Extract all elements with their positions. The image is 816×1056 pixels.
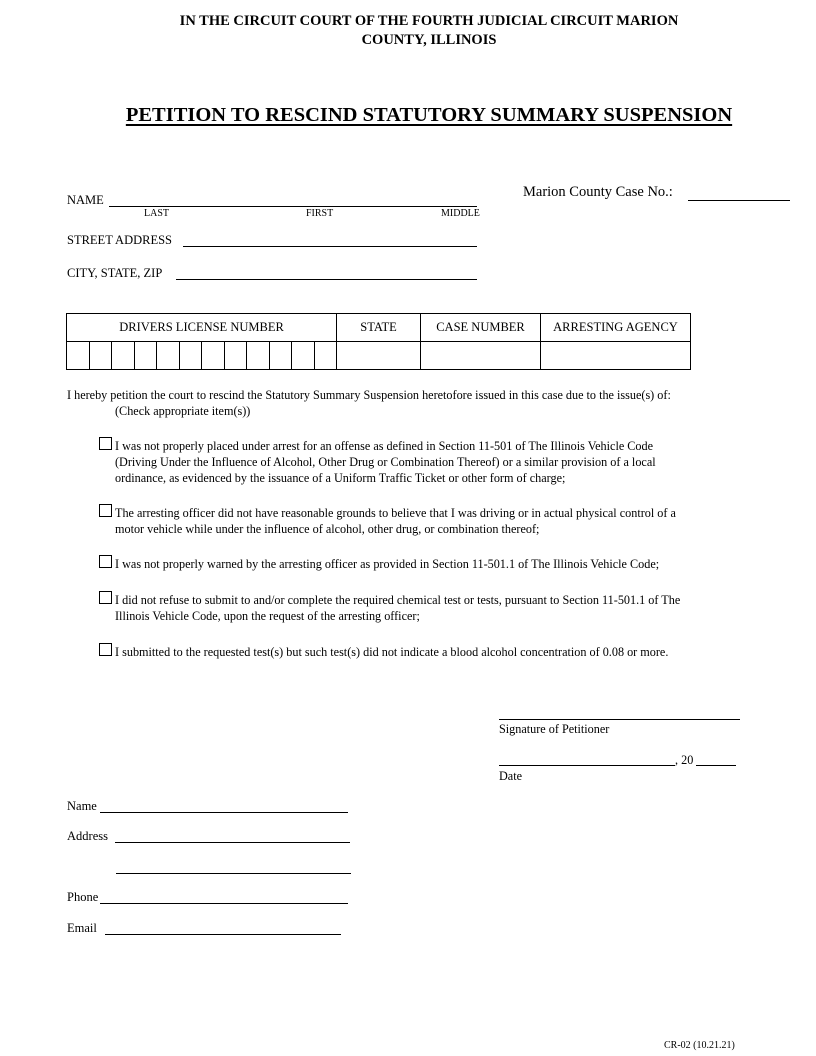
year-prefix: , 20 <box>675 753 694 767</box>
ground-2-line1: The arresting officer did not have reasonable grounds to believe that I was driving or in actual physical control of a <box>115 506 676 520</box>
ground-1-line1: I was not properly placed under arrest for an offense as defined in Section 11-501 of The Illinois Vehicle Code <box>115 439 654 453</box>
form-title <box>0 104 816 127</box>
city-state-zip-label: CITY, STATE, ZIP <box>67 266 163 280</box>
license-digit-box[interactable] <box>179 342 202 370</box>
license-digit-box[interactable] <box>112 342 135 370</box>
last-name-caption: LAST <box>144 208 169 219</box>
ground-3-line1: I was not properly warned by the arresting officer as provided in Section 11-501.1 of The Illinois Vehicle Code; <box>115 557 660 571</box>
ground-1-line3: ordinance, as evidenced by the issuance of a Uniform Traffic Ticket or other form of charge; <box>115 471 566 485</box>
contact-address-label: Address <box>67 829 108 843</box>
petition-intro: I hereby petition the court to rescind the Statutory Summary Suspension heretofore issued in this case due to the issue(s) of: <box>67 388 671 402</box>
license-digit-box[interactable] <box>314 342 337 370</box>
col-arresting-agency: ARRESTING AGENCY <box>541 314 691 342</box>
ground-1-line2: (Driving Under the Influence of Alcohol, Other Drug or Combination Thereof) or a similar provision of a local <box>115 455 656 469</box>
case-number-cell[interactable] <box>421 342 541 370</box>
license-digit-box[interactable] <box>224 342 247 370</box>
contact-address-field[interactable] <box>115 842 350 843</box>
table-input-row <box>67 342 691 370</box>
year-line[interactable] <box>696 765 736 766</box>
contact-email-label: Email <box>67 921 97 935</box>
name-field[interactable] <box>109 206 477 207</box>
col-drivers-license: DRIVERS LICENSE NUMBER <box>67 314 337 342</box>
contact-name-label: Name <box>67 799 97 813</box>
middle-name-caption: MIDDLE <box>441 208 480 219</box>
ground-4-line1: I did not refuse to submit to and/or complete the required chemical test or tests, pursuant to Section 11-501.1 of The <box>115 593 681 607</box>
street-address-label: STREET ADDRESS <box>67 233 172 247</box>
form-id: CR-02 (10.21.21) <box>664 1040 735 1051</box>
col-case-number: CASE NUMBER <box>421 314 541 342</box>
signature-line[interactable] <box>499 719 740 720</box>
contact-address-field-2[interactable] <box>116 873 351 874</box>
form-title-text: PETITION TO RESCIND STATUTORY SUMMARY SUSPENSION <box>125 104 733 126</box>
first-name-caption: FIRST <box>306 208 334 219</box>
license-digit-box[interactable] <box>67 342 90 370</box>
court-caption-line2: COUNTY, ILLINOIS <box>361 32 497 48</box>
contact-phone-label: Phone <box>67 890 99 904</box>
ground-4-checkbox[interactable] <box>99 591 112 604</box>
license-digit-box[interactable] <box>89 342 112 370</box>
ground-2-line2: motor vehicle while under the influence of alcohol, other drug, or combination thereof; <box>115 522 540 536</box>
col-state: STATE <box>337 314 421 342</box>
date-label: Date <box>499 769 523 783</box>
ground-1-checkbox[interactable] <box>99 437 112 450</box>
license-info-table <box>66 313 691 370</box>
ground-5-checkbox[interactable] <box>99 643 112 656</box>
ground-2-checkbox[interactable] <box>99 504 112 517</box>
case-number-field[interactable] <box>688 200 790 201</box>
ground-5-line1: I submitted to the requested test(s) but such test(s) did not indicate a blood alcohol concentration of 0.08 or more. <box>115 645 669 659</box>
ground-3-checkbox[interactable] <box>99 555 112 568</box>
license-digit-box[interactable] <box>157 342 180 370</box>
signature-label: Signature of Petitioner <box>499 722 610 736</box>
ground-4-line2: Illinois Vehicle Code, upon the request of the arresting officer; <box>115 609 420 623</box>
contact-email-field[interactable] <box>105 934 341 935</box>
license-digit-box[interactable] <box>247 342 270 370</box>
street-address-field[interactable] <box>183 246 477 247</box>
license-digit-box[interactable] <box>269 342 292 370</box>
state-cell[interactable] <box>337 342 421 370</box>
contact-name-field[interactable] <box>100 812 348 813</box>
table-header-row <box>67 314 691 342</box>
license-digit-box[interactable] <box>292 342 315 370</box>
case-number-label: Marion County Case No.: <box>523 184 673 200</box>
court-caption-line1: IN THE CIRCUIT COURT OF THE FOURTH JUDICIAL CIRCUIT MARION <box>179 13 679 29</box>
license-digit-box[interactable] <box>202 342 225 370</box>
city-state-zip-field[interactable] <box>176 279 477 280</box>
check-instruction: (Check appropriate item(s)) <box>115 404 251 418</box>
arresting-agency-cell[interactable] <box>541 342 691 370</box>
license-digit-box[interactable] <box>134 342 157 370</box>
name-label: NAME <box>67 193 104 207</box>
contact-phone-field[interactable] <box>100 903 348 904</box>
date-line[interactable] <box>499 765 675 766</box>
